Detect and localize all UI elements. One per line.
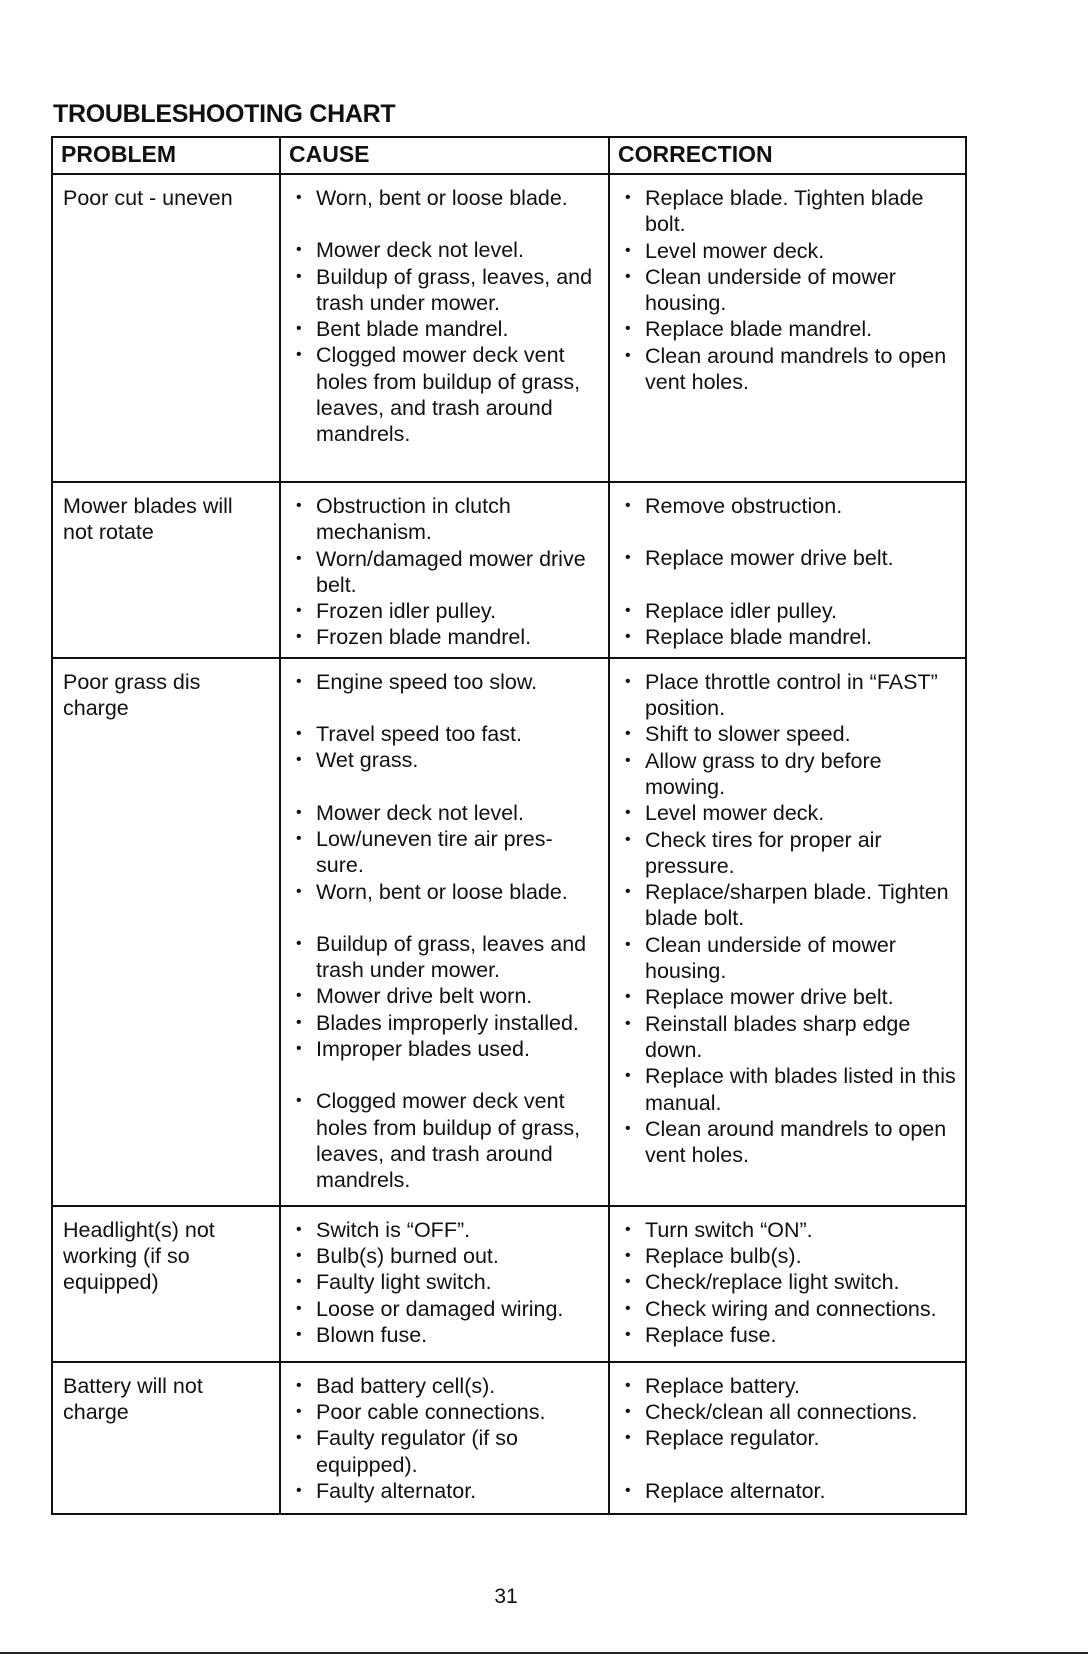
cause-item: • Buildup of grass, leaves and trash under mower. bbox=[291, 931, 602, 984]
correction-item: • Replace mower drive belt. bbox=[620, 984, 959, 1010]
correction-list bbox=[620, 669, 959, 1169]
correction-item: • Remove obstruction. bbox=[620, 493, 959, 519]
problem-cell bbox=[52, 1206, 280, 1362]
cause-item: • Loose or damaged wiring. bbox=[291, 1296, 602, 1322]
cause-item: • Switch is “OFF”. bbox=[291, 1217, 602, 1243]
problem-text: Battery will not charge bbox=[63, 1373, 203, 1425]
correction-item: • Turn switch “ON”. bbox=[620, 1217, 959, 1243]
cause-item: • Bent blade mandrel. bbox=[291, 316, 602, 342]
cause-list bbox=[291, 669, 602, 1194]
page-bottom-rule bbox=[0, 1652, 1088, 1654]
correction-item: • Level mower deck. bbox=[620, 238, 959, 264]
cause-item: • Travel speed too fast. bbox=[291, 721, 602, 747]
correction-item: • Clean around mandrels to open vent holes. bbox=[620, 1116, 959, 1169]
correction-item: • Clean underside of mower housing. bbox=[620, 264, 959, 317]
header-problem: PROBLEM bbox=[52, 137, 280, 174]
correction-list bbox=[620, 1373, 959, 1504]
cause-item: • Poor cable connections. bbox=[291, 1399, 602, 1425]
cause-item: • Clogged mower deck vent holes from buildup of grass, leaves, and trash around mandrels. bbox=[291, 1088, 602, 1193]
cause-item: • Faulty light switch. bbox=[291, 1269, 602, 1295]
cause-cell bbox=[280, 658, 609, 1206]
cause-item: • Buildup of grass, leaves, and trash under mower. bbox=[291, 264, 602, 317]
correction-item: • Replace blade mandrel. bbox=[620, 316, 959, 342]
correction-list bbox=[620, 185, 959, 395]
correction-cell bbox=[609, 482, 966, 658]
cause-item: • Blown fuse. bbox=[291, 1322, 602, 1348]
correction-item: • Shift to slower speed. bbox=[620, 721, 959, 747]
cause-item: • Worn, bent or loose blade. bbox=[291, 185, 602, 211]
page-number: 31 bbox=[494, 1585, 518, 1608]
cause-item: • Obstruction in clutch mechanism. bbox=[291, 493, 602, 546]
correction-item: • Replace idler pulley. bbox=[620, 598, 959, 624]
cause-item: • Frozen idler pulley. bbox=[291, 598, 602, 624]
table-row bbox=[52, 1362, 966, 1514]
problem-text: Poor cut - uneven bbox=[63, 186, 233, 210]
cause-item: • Worn, bent or loose blade. bbox=[291, 879, 602, 905]
cause-item: • Worn/damaged mower drive belt. bbox=[291, 546, 602, 599]
cause-item: • Low/uneven tire air pres- sure. bbox=[291, 826, 602, 879]
problem-text: Mower blades will not rotate bbox=[63, 494, 233, 545]
cause-list bbox=[291, 185, 602, 448]
cause-list bbox=[291, 1217, 602, 1348]
correction-cell bbox=[609, 1362, 966, 1514]
table-header-row bbox=[52, 137, 966, 174]
correction-item: • Check wiring and connections. bbox=[620, 1296, 959, 1322]
problem-cell bbox=[52, 658, 280, 1206]
cause-item: • Faulty regulator (if so equipped). bbox=[291, 1425, 602, 1478]
correction-item: • Replace mower drive belt. bbox=[620, 545, 959, 571]
correction-item: • Replace alternator. bbox=[620, 1478, 959, 1504]
cause-cell bbox=[280, 482, 609, 658]
cause-cell bbox=[280, 174, 609, 482]
troubleshooting-table bbox=[51, 136, 967, 1515]
correction-item: • Clean around mandrels to open vent holes. bbox=[620, 343, 959, 396]
cause-item: • Bad battery cell(s). bbox=[291, 1373, 602, 1399]
correction-item: • Place throttle control in “FAST” position. bbox=[620, 669, 959, 722]
cause-list bbox=[291, 1373, 602, 1504]
correction-item: • Replace blade mandrel. bbox=[620, 624, 959, 650]
table-row bbox=[52, 658, 966, 1206]
chart-title: TROUBLESHOOTING CHART bbox=[53, 100, 396, 128]
correction-item: • Allow grass to dry before mowing. bbox=[620, 748, 959, 801]
correction-item: • Replace with blades listed in this manual. bbox=[620, 1063, 959, 1116]
cause-item: • Mower deck not level. bbox=[291, 800, 602, 826]
correction-item: • Clean underside of mower housing. bbox=[620, 932, 959, 985]
problem-cell bbox=[52, 174, 280, 482]
correction-item: • Replace blade. Tighten blade bolt. bbox=[620, 185, 959, 238]
problem-text: Poor grass dis charge bbox=[63, 669, 201, 721]
cause-item: • Engine speed too slow. bbox=[291, 669, 602, 695]
cause-item: • Mower drive belt worn. bbox=[291, 983, 602, 1009]
problem-text: Headlight(s) not working (if so equipped) bbox=[63, 1217, 215, 1295]
correction-cell bbox=[609, 1206, 966, 1362]
problem-cell bbox=[52, 482, 280, 658]
table-row bbox=[52, 174, 966, 482]
correction-list bbox=[620, 1217, 959, 1348]
header-correction: CORRECTION bbox=[609, 137, 966, 174]
correction-item: • Replace regulator. bbox=[620, 1425, 959, 1451]
correction-cell bbox=[609, 174, 966, 482]
correction-item: • Level mower deck. bbox=[620, 800, 959, 826]
correction-item: • Check tires for proper air pressure. bbox=[620, 827, 959, 880]
cause-item: • Bulb(s) burned out. bbox=[291, 1243, 602, 1269]
cause-cell bbox=[280, 1206, 609, 1362]
correction-list bbox=[620, 493, 959, 650]
correction-item: • Replace battery. bbox=[620, 1373, 959, 1399]
cause-item: • Wet grass. bbox=[291, 747, 602, 773]
correction-item: • Reinstall blades sharp edge down. bbox=[620, 1011, 959, 1064]
correction-item: • Replace bulb(s). bbox=[620, 1243, 959, 1269]
correction-item: • Check/replace light switch. bbox=[620, 1269, 959, 1295]
cause-item: • Clogged mower deck vent holes from buildup of grass, leaves, and trash around mandrels. bbox=[291, 342, 602, 447]
table-row bbox=[52, 1206, 966, 1362]
correction-cell bbox=[609, 658, 966, 1206]
correction-item: • Replace/sharpen blade. Tighten blade bolt. bbox=[620, 879, 959, 932]
table-row bbox=[52, 482, 966, 658]
correction-item: • Replace fuse. bbox=[620, 1322, 959, 1348]
cause-cell bbox=[280, 1362, 609, 1514]
cause-item: • Mower deck not level. bbox=[291, 237, 602, 263]
correction-item: • Check/clean all connections. bbox=[620, 1399, 959, 1425]
cause-item: • Blades improperly installed. bbox=[291, 1010, 602, 1036]
cause-list bbox=[291, 493, 602, 651]
problem-cell bbox=[52, 1362, 280, 1514]
cause-item: • Improper blades used. bbox=[291, 1036, 602, 1062]
header-cause: CAUSE bbox=[280, 137, 609, 174]
cause-item: • Faulty alternator. bbox=[291, 1478, 602, 1504]
cause-item: • Frozen blade mandrel. bbox=[291, 624, 602, 650]
